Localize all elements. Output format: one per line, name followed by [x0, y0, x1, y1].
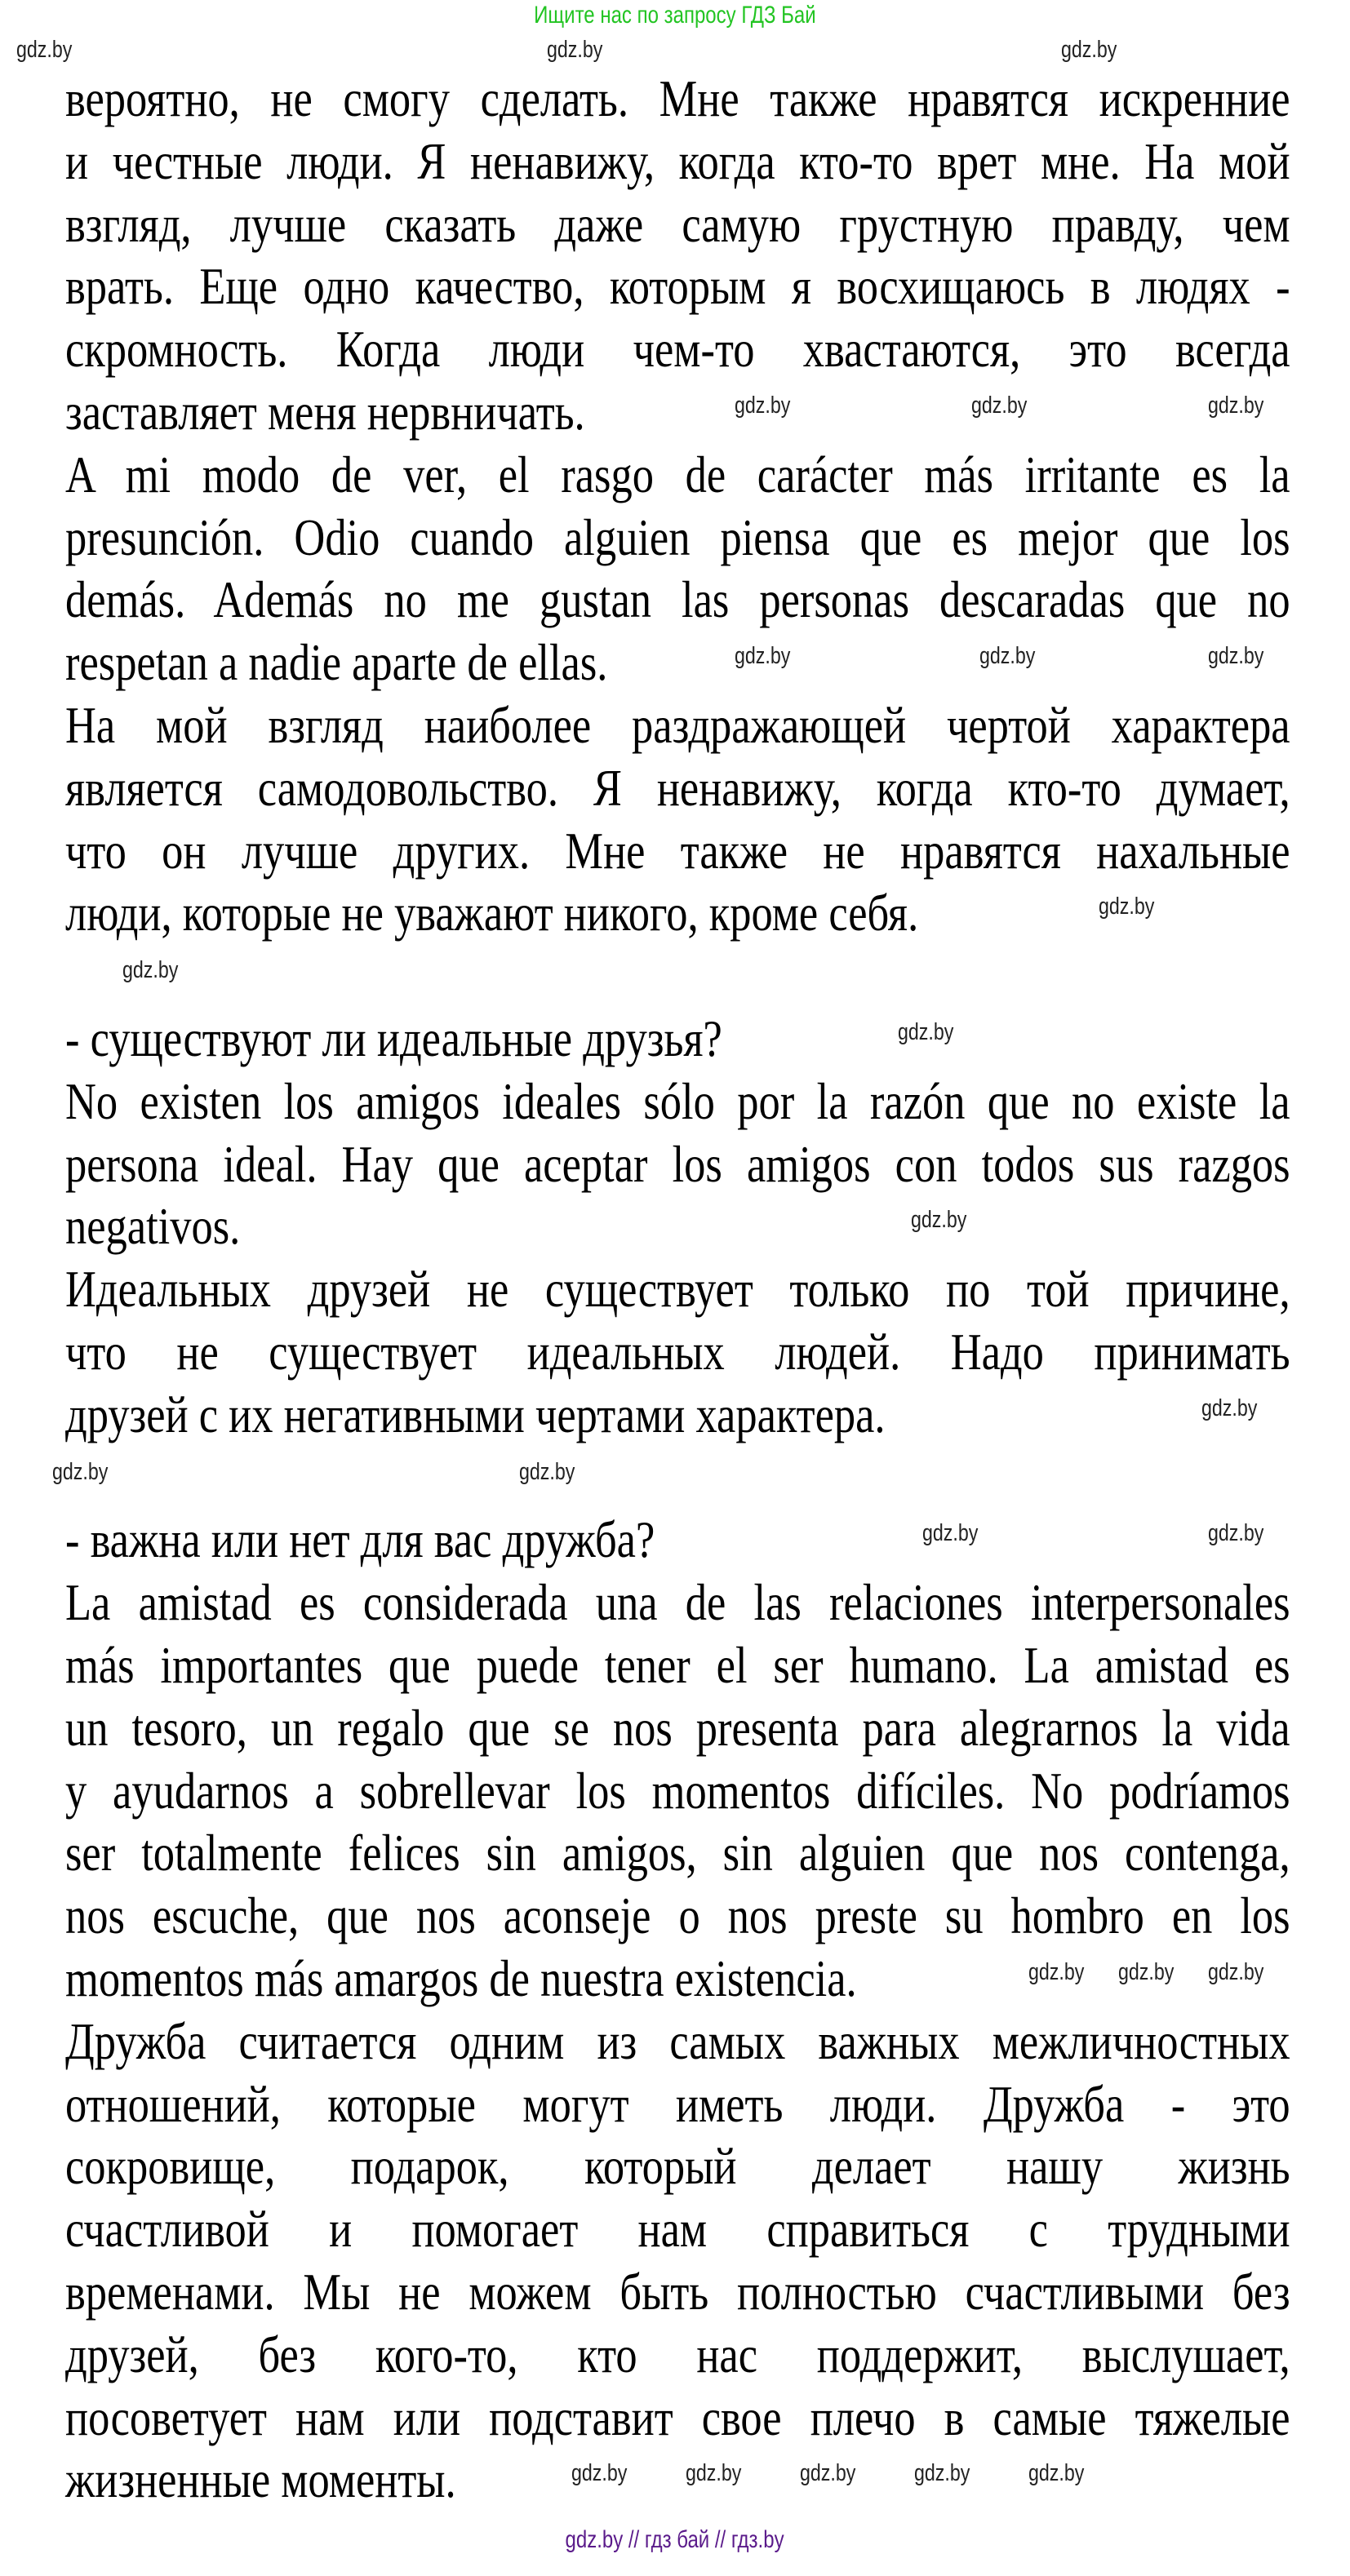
watermark: gdz.by — [898, 1019, 954, 1045]
watermark: gdz.by — [914, 2460, 970, 2487]
text-line: взгляд, лучше сказать даже самую грустную правду, чем — [65, 194, 1290, 253]
text-line: La amistad es considerada una de las relaciones interpersonales — [65, 1573, 1290, 1632]
text-line: A mi modo de ver, el rasgo de carácter más irritante es la — [65, 445, 1290, 503]
text-line: временами. Мы не можем быть полностью счастливыми без — [65, 2263, 1290, 2321]
text-line: - существуют ли идеальные друзья? — [65, 1009, 722, 1067]
text-line: momentos más amargos de nuestra existencia. — [65, 1949, 857, 2007]
watermark: gdz.by — [686, 2460, 742, 2487]
watermark: gdz.by — [971, 392, 1028, 419]
watermark: gdz.by — [1099, 893, 1155, 920]
text-line: скромность. Когда люди чем-то хвастаются, это всегда — [65, 320, 1290, 379]
watermark: gdz.by — [1208, 1959, 1264, 1985]
watermark: gdz.by — [735, 392, 791, 419]
text-line: счастливой и помогает нам справиться с трудными — [65, 2200, 1290, 2259]
text-line: ser totalmente felices sin amigos, sin alguien que nos contenga, — [65, 1824, 1290, 1882]
text-line: вероятно, не смогу сделать. Мне также нравятся искренние — [65, 69, 1290, 127]
watermark: gdz.by — [1118, 1959, 1175, 1985]
watermark: gdz.by — [1208, 1520, 1264, 1547]
text-line: respetan a nadie aparte de ellas. — [65, 633, 608, 692]
text-line: друзей с их негативными чертами характера. — [65, 1385, 886, 1443]
watermark: gdz.by — [1061, 37, 1117, 63]
text-line: и честные люди. Я ненавижу, когда кто-то врет мне. На мой — [65, 131, 1290, 190]
text-line: y ayudarnos a sobrellevar los momentos difíciles. No podríamos — [65, 1761, 1290, 1820]
text-line: un tesoro, un regalo que se nos presenta para alegrarnos la vida — [65, 1698, 1290, 1757]
watermark: gdz.by — [800, 2460, 856, 2487]
watermark: gdz.by — [547, 37, 603, 63]
watermark: gdz.by — [1208, 643, 1264, 670]
watermark: gdz.by — [1208, 392, 1264, 419]
watermark: gdz.by — [1028, 2460, 1085, 2487]
text-line: отношений, которые могут иметь люди. Дружба - это — [65, 2074, 1290, 2133]
text-line: persona ideal. Hay que aceptar los amigos con todos sus razgos — [65, 1134, 1290, 1193]
text-line: что не существует идеальных людей. Надо принимать — [65, 1323, 1290, 1381]
footer-links — [0, 2526, 1350, 2554]
text-line: заставляет меня нервничать. — [65, 383, 585, 441]
search-hint-banner — [0, 2, 1350, 29]
banner-text: Ищите нас по запросу ГДЗ Бай — [534, 2, 816, 29]
watermark: gdz.by — [735, 643, 791, 670]
watermark: gdz.by — [979, 643, 1036, 670]
text-line: No existen los amigos ideales sólo por la razón que no existe la — [65, 1071, 1290, 1130]
watermark: gdz.by — [52, 1458, 109, 1485]
text-line: посоветует нам или подставит свое плечо в самые тяжелые — [65, 2388, 1290, 2446]
watermark: gdz.by — [911, 1207, 967, 1234]
text-line: negativos. — [65, 1197, 241, 1256]
text-line: más importantes que puede tener el ser humano. La amistad es — [65, 1636, 1290, 1694]
text-line: врать. Еще одно качество, которым я восхищаюсь в людях - — [65, 257, 1290, 316]
text-line: что он лучше других. Мне также не нравятся нахальные — [65, 821, 1290, 880]
watermark: gdz.by — [1028, 1959, 1085, 1985]
text-line: жизненные моменты. — [65, 2450, 456, 2509]
text-line: люди, которые не уважают никого, кроме себя. — [65, 884, 919, 942]
watermark: gdz.by — [1201, 1394, 1258, 1421]
text-line: Дружба считается одним из самых важных межличностных — [65, 2011, 1290, 2070]
watermark: gdz.by — [16, 37, 73, 63]
text-line: На мой взгляд наиболее раздражающей чертой характера — [65, 696, 1290, 754]
watermark: gdz.by — [519, 1458, 575, 1485]
watermark: gdz.by — [122, 957, 179, 984]
watermark: gdz.by — [922, 1520, 979, 1547]
text-line: demás. Además no me gustan las personas descaradas que no — [65, 570, 1290, 629]
text-line: presunción. Odio cuando alguien piensa que es mejor que los — [65, 508, 1290, 566]
text-line: является самодовольство. Я ненавижу, когда кто-то думает, — [65, 758, 1290, 817]
footer-text: gdz.by // гдз бай // гдз.by — [565, 2526, 785, 2553]
text-line: сокровище, подарок, который делает нашу жизнь — [65, 2137, 1290, 2196]
text-line: nos escuche, que nos aconseje o nos preste su hombro en los — [65, 1887, 1290, 1945]
watermark: gdz.by — [571, 2460, 628, 2487]
text-line: - важна или нет для вас дружба? — [65, 1510, 655, 1569]
text-line: Идеальных друзей не существует только по той причине, — [65, 1260, 1290, 1319]
text-line: друзей, без кого-то, кто нас поддержит, выслушает, — [65, 2325, 1290, 2383]
